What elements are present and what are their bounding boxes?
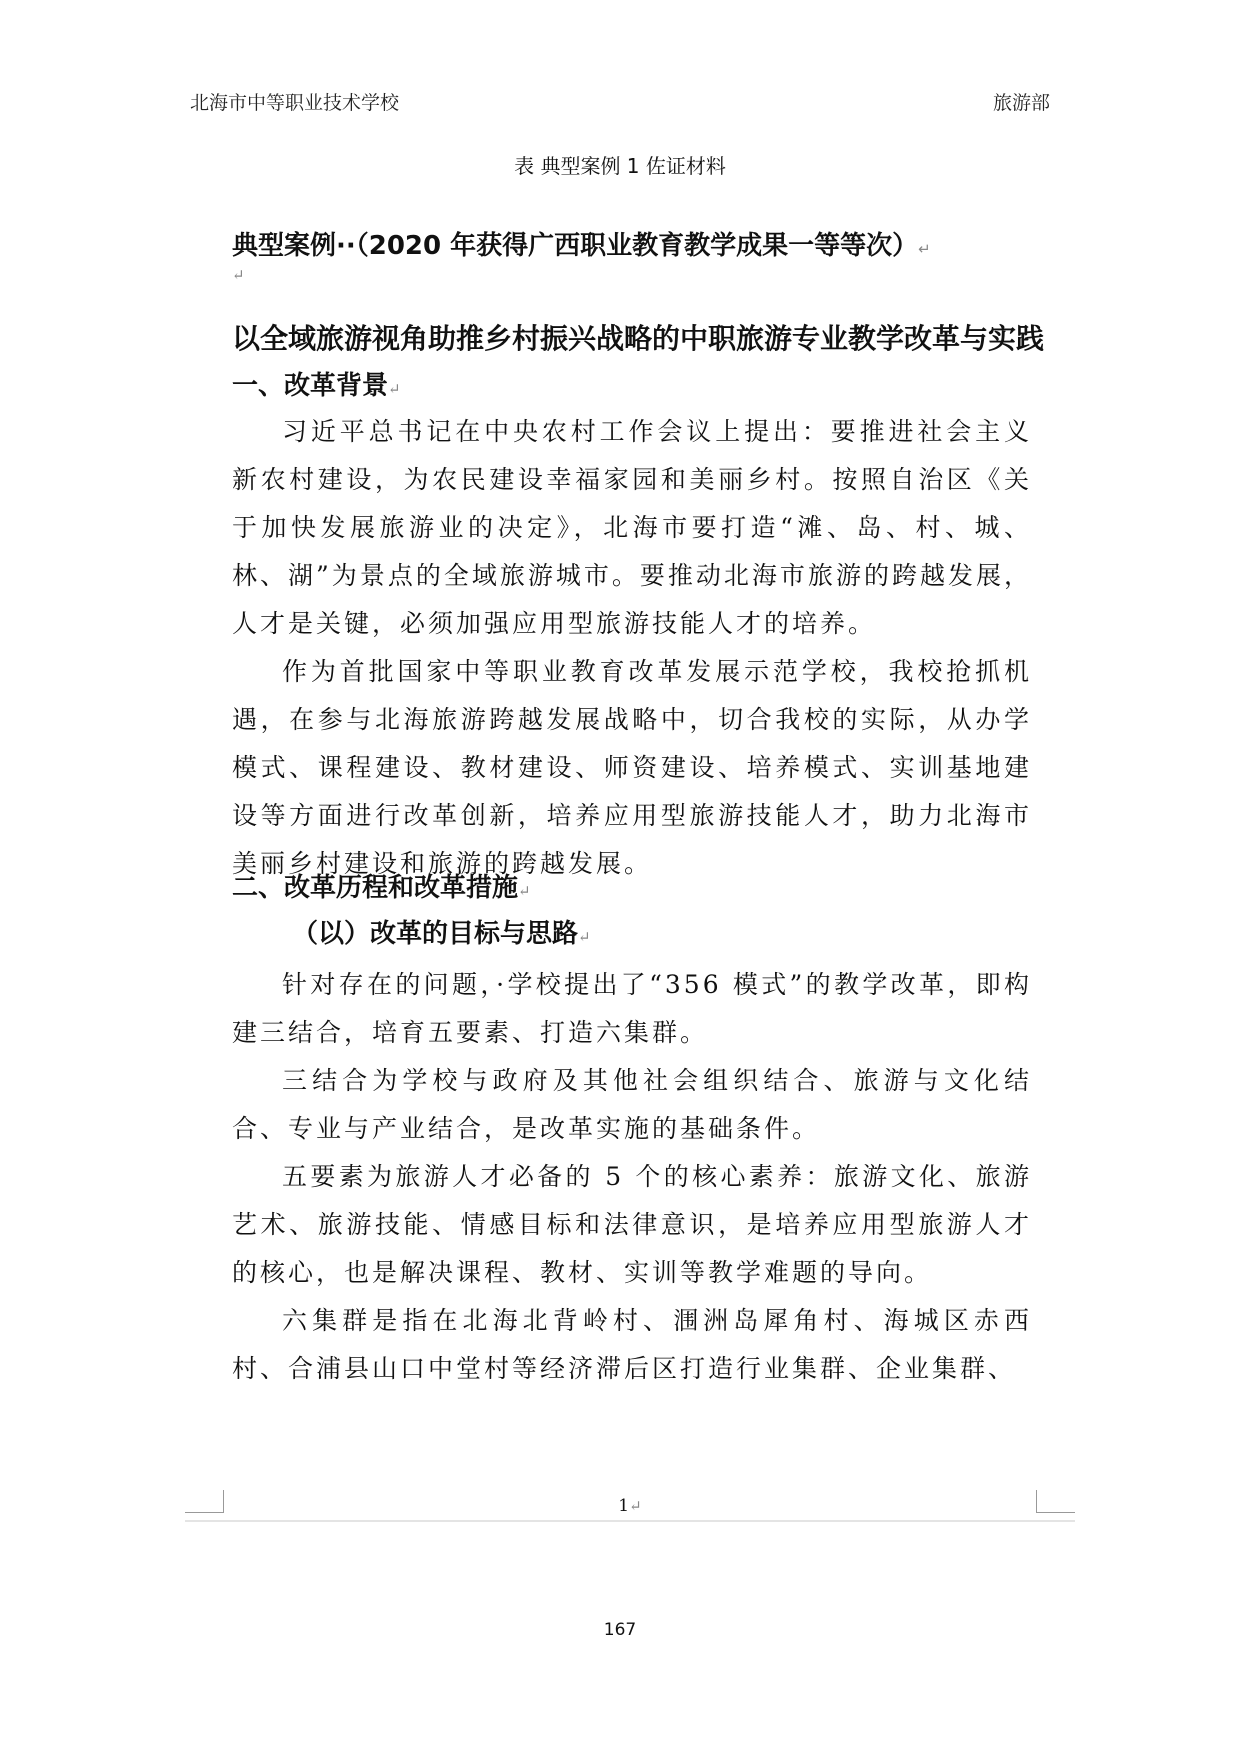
- paragraph-mark-icon: ↵: [918, 240, 931, 258]
- department-name: 旅游部: [992, 92, 1050, 114]
- body-paragraph: 作为首批国家中等职业教育改革发展示范学校，我校抢抓机遇，在参与北海旅游跨越发展战略中，切合我校的实际，从办学模式、课程建设、教材建设、师资建设、培养模式、实训基地建设等方面进行改革创新，培养应用型旅游技能人才，助力北海市美丽乡村建设和旅游的跨越发展。: [232, 657, 1032, 878]
- section-2-body: [232, 961, 1032, 1393]
- page-number: 167: [603, 1620, 637, 1640]
- body-paragraph: 三结合为学校与政府及其他社会组织结合、旅游与文化结合、专业与产业结合，是改革实施的基础条件。: [232, 1066, 1032, 1143]
- body-paragraph: 五要素为旅游人才必备的 5 个的核心素养：旅游文化、旅游艺术、旅游技能、情感目标和法律意识，是培养应用型旅游人才的核心，也是解决课程、教材、实训等教学难题的导向。: [232, 1162, 1032, 1287]
- case-heading-text: 典型案例··（2020 年获得广西职业教育教学成果一等等次）: [232, 231, 919, 261]
- subsection-1-title-text: （以）改革的目标与思路: [292, 919, 579, 949]
- paragraph-mark-icon: ↵: [578, 928, 591, 946]
- body-paragraph: 针对存在的问题，·学校提出了“356 模式”的教学改革，即构建三结合，培育五要素、打造六集群。: [232, 970, 1032, 1047]
- body-paragraph: 习近平总书记在中央农村工作会议上提出：要推进社会主义新农村建设，为农民建设幸福家园和美丽乡村。按照自治区《关于加快发展旅游业的决定》，北海市要打造“滩、岛、村、城、林、湖”为景点的全域旅游城市。要推动北海市旅游的跨越发展，人才是关键，必须加强应用型旅游技能人才的培养。: [232, 417, 1032, 638]
- school-name: 北海市中等职业技术学校: [190, 92, 400, 114]
- body-paragraph: 六集群是指在北海北背岭村、涠洲岛犀角村、海城区赤西村、合浦县山口中堂村等经济滞后区打造行业集群、企业集群、: [232, 1306, 1032, 1383]
- scan-footer: [185, 1490, 1075, 1530]
- main-title: [232, 317, 1044, 357]
- empty-paragraph: [232, 265, 245, 284]
- paragraph-mark-icon: ↵: [518, 882, 531, 900]
- section-2-title-text: 二、改革历程和改革措施: [232, 873, 519, 903]
- footer-rule: [185, 1520, 1075, 1522]
- section-1-body: [232, 408, 1032, 888]
- scanned-document: [200, 205, 1060, 1495]
- subsection-1-title: [292, 913, 591, 950]
- inner-page-number: 1↵: [618, 1496, 642, 1516]
- section-1-title: [232, 365, 401, 402]
- section-2-title: [232, 867, 531, 904]
- paragraph-mark-icon: ↵: [388, 380, 401, 398]
- main-title-text: 以全域旅游视角助推乡村振兴战略的中职旅游专业教学改革与实践: [232, 322, 1045, 355]
- paragraph-mark-icon: ↵: [232, 266, 245, 284]
- table-caption: 表 典型案例 1 佐证材料: [514, 154, 726, 178]
- case-heading: [232, 225, 931, 262]
- section-1-title-text: 一、改革背景: [232, 371, 389, 401]
- page-header: [190, 88, 1050, 118]
